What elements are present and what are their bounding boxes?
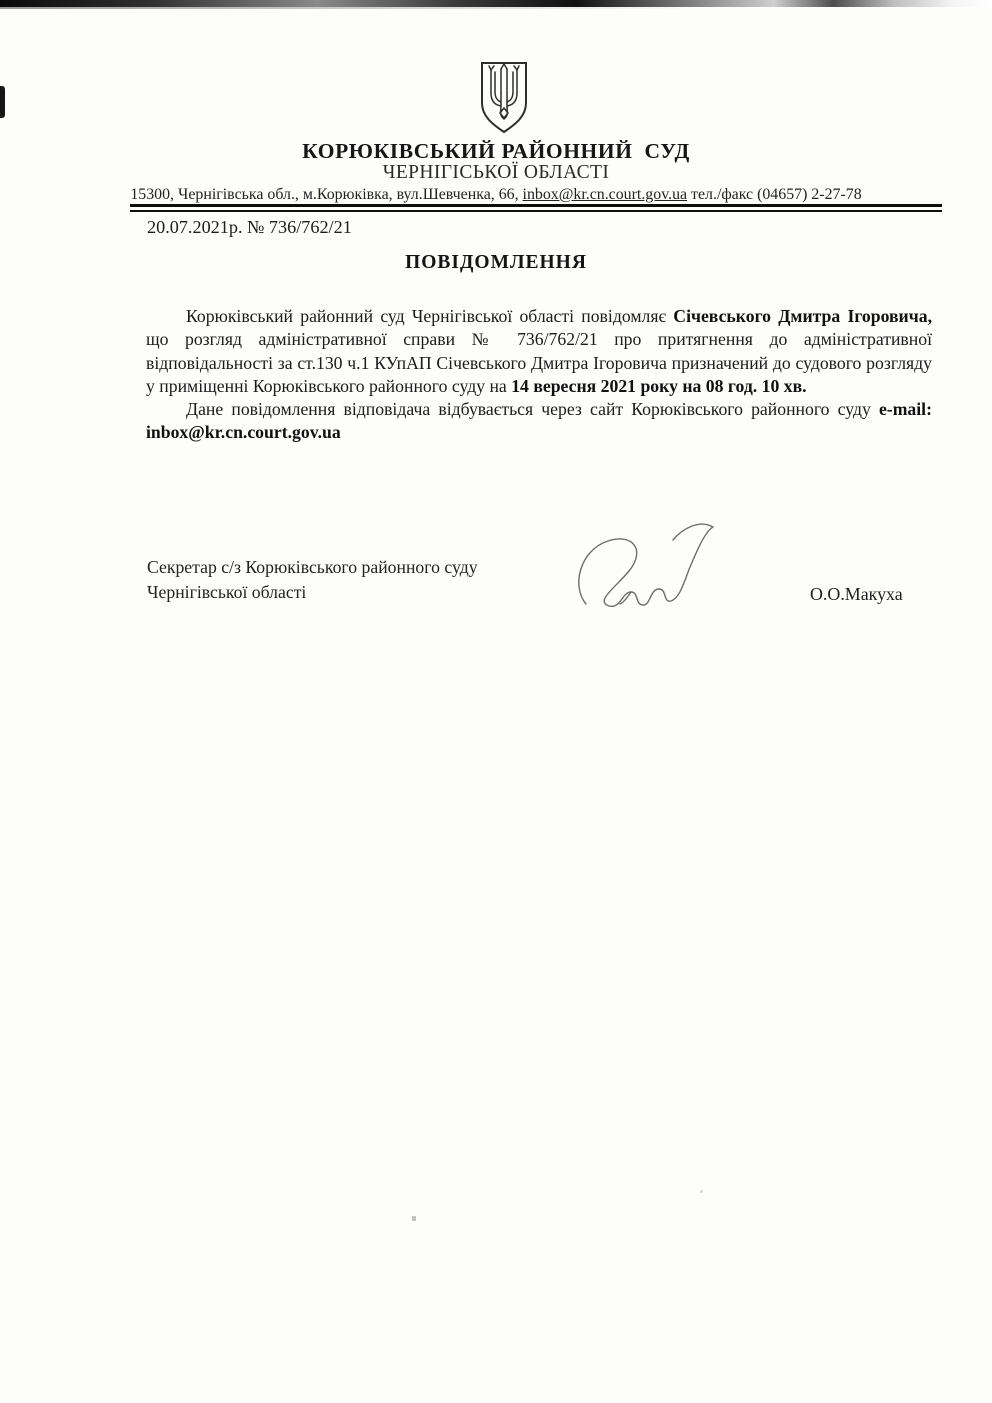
reference-date-number: 20.07.2021р. № 736/762/21 — [147, 217, 352, 237]
scan-edge-artifact-left — [0, 86, 5, 118]
court-address-line — [0, 186, 992, 204]
signatory-role-line2: Чернігівської області — [147, 582, 307, 602]
signatory-name: О.О.Макуха — [810, 584, 903, 604]
body-text: що розгляд адміністративної справи № 736/762/21 про притягнення до адміністративної відповідальності за ст.130 ч.1 КУпАП Січевського Дмитра Ігоровича призначений до судового розгляду у приміщенні Корюківського районного суду на — [146, 329, 932, 396]
body-text: Корюківський районний суд Чернігівської області повідомляє — [186, 306, 674, 326]
signatory-role-line1: Секретар с/з Корюківського районного суду — [147, 557, 478, 577]
handwritten-signature-icon — [570, 512, 722, 620]
address-phone: тел./факс (04657) 2-27-78 — [687, 186, 862, 203]
defendant-name: Січевського Дмитра Ігоровича, — [673, 306, 932, 326]
paragraph-case-notice — [146, 305, 932, 398]
court-name: КОРЮКІВСЬКИЙ РАЙОННИЙ СУД — [302, 139, 690, 163]
hearing-date-time: 14 вересня 2021 року на 08 год. 10 хв. — [511, 375, 807, 396]
scan-edge-artifact-top — [0, 0, 992, 7]
paragraph-delivery-method — [146, 398, 932, 445]
address-text: 15300, Чернігівська обл., м.Корюківка, вул.Шевченка, 66, — [130, 186, 523, 203]
scan-speck — [412, 1216, 416, 1221]
letter-body — [146, 305, 932, 445]
body-text: Дане повідомлення відповідача відбувається через сайт Корюківського районного суду — [186, 399, 879, 420]
contact-email: e-mail: inbox@kr.cn.court.gov.ua — [146, 399, 932, 443]
document-title: ПОВІДОМЛЕННЯ — [405, 252, 587, 273]
letterhead-divider — [130, 204, 942, 212]
court-region: ЧЕРНІГІСЬКОЇ ОБЛАСТІ — [382, 162, 610, 183]
court-email: inbox@kr.cn.court.gov.ua — [522, 186, 688, 203]
ukraine-trident-emblem-icon — [479, 61, 529, 134]
signatory-role — [147, 555, 478, 605]
scan-speck — [700, 1190, 703, 1193]
